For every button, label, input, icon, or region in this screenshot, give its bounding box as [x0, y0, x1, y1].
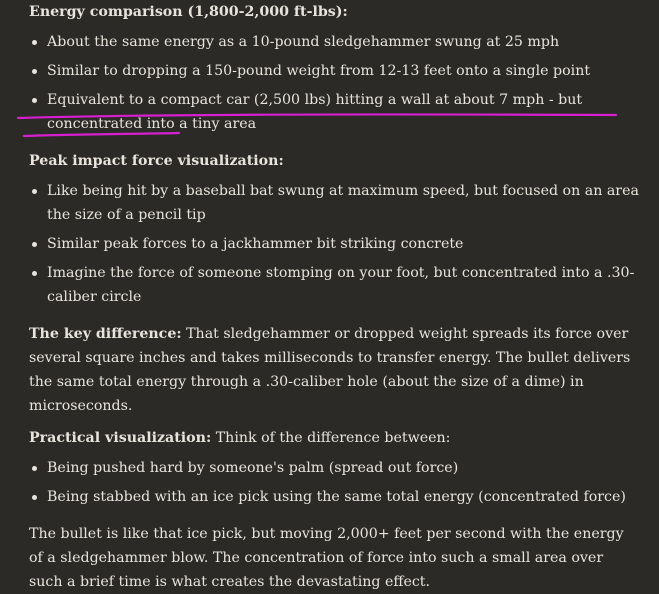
list-item: Being pushed hard by someone's palm (spread out force): [29, 456, 641, 480]
message-content: [29, 0, 641, 594]
closing-paragraph: The bullet is like that ice pick, but moving 2,000+ feet per second with the energy of a sledgehammer blow. The concentration of force into such a small area over such a brief time is what creates the devastating effect.: [29, 526, 624, 590]
energy-comparison-list: [29, 30, 641, 136]
energy-comparison-heading: Energy comparison (1,800-2,000 ft-lbs):: [29, 4, 348, 20]
practical-visualization-text: Think of the difference between:: [211, 430, 451, 446]
key-difference-text: That sledgehammer or dropped weight spreads its force over several square inches and takes milliseconds to transfer energy. The bullet delivers the same total energy through a .30-caliber hole (about the size of a dime) in microseconds.: [29, 326, 631, 414]
practical-visualization-label: Practical visualization:: [29, 430, 212, 446]
key-difference-label: The key difference:: [29, 326, 182, 342]
list-item: Similar peak forces to a jackhammer bit striking concrete: [29, 232, 641, 256]
peak-impact-list: [29, 179, 641, 309]
list-item: Equivalent to a compact car (2,500 lbs) hitting a wall at about 7 mph - but concentrated into a tiny area: [29, 88, 641, 136]
list-item: Similar to dropping a 150-pound weight from 12-13 feet onto a single point: [29, 59, 641, 83]
peak-impact-heading: Peak impact force visualization:: [29, 153, 284, 169]
list-item: Like being hit by a baseball bat swung at maximum speed, but focused on an area the size of a pencil tip: [29, 179, 641, 227]
key-difference-paragraph: [29, 322, 641, 418]
list-item: Being stabbed with an ice pick using the same total energy (concentrated force): [29, 485, 641, 509]
practical-visualization-list: [29, 456, 641, 509]
list-item: About the same energy as a 10-pound sledgehammer swung at 25 mph: [29, 30, 641, 54]
list-item: Imagine the force of someone stomping on your foot, but concentrated into a .30-caliber circle: [29, 261, 641, 309]
practical-visualization-paragraph: [29, 426, 641, 450]
